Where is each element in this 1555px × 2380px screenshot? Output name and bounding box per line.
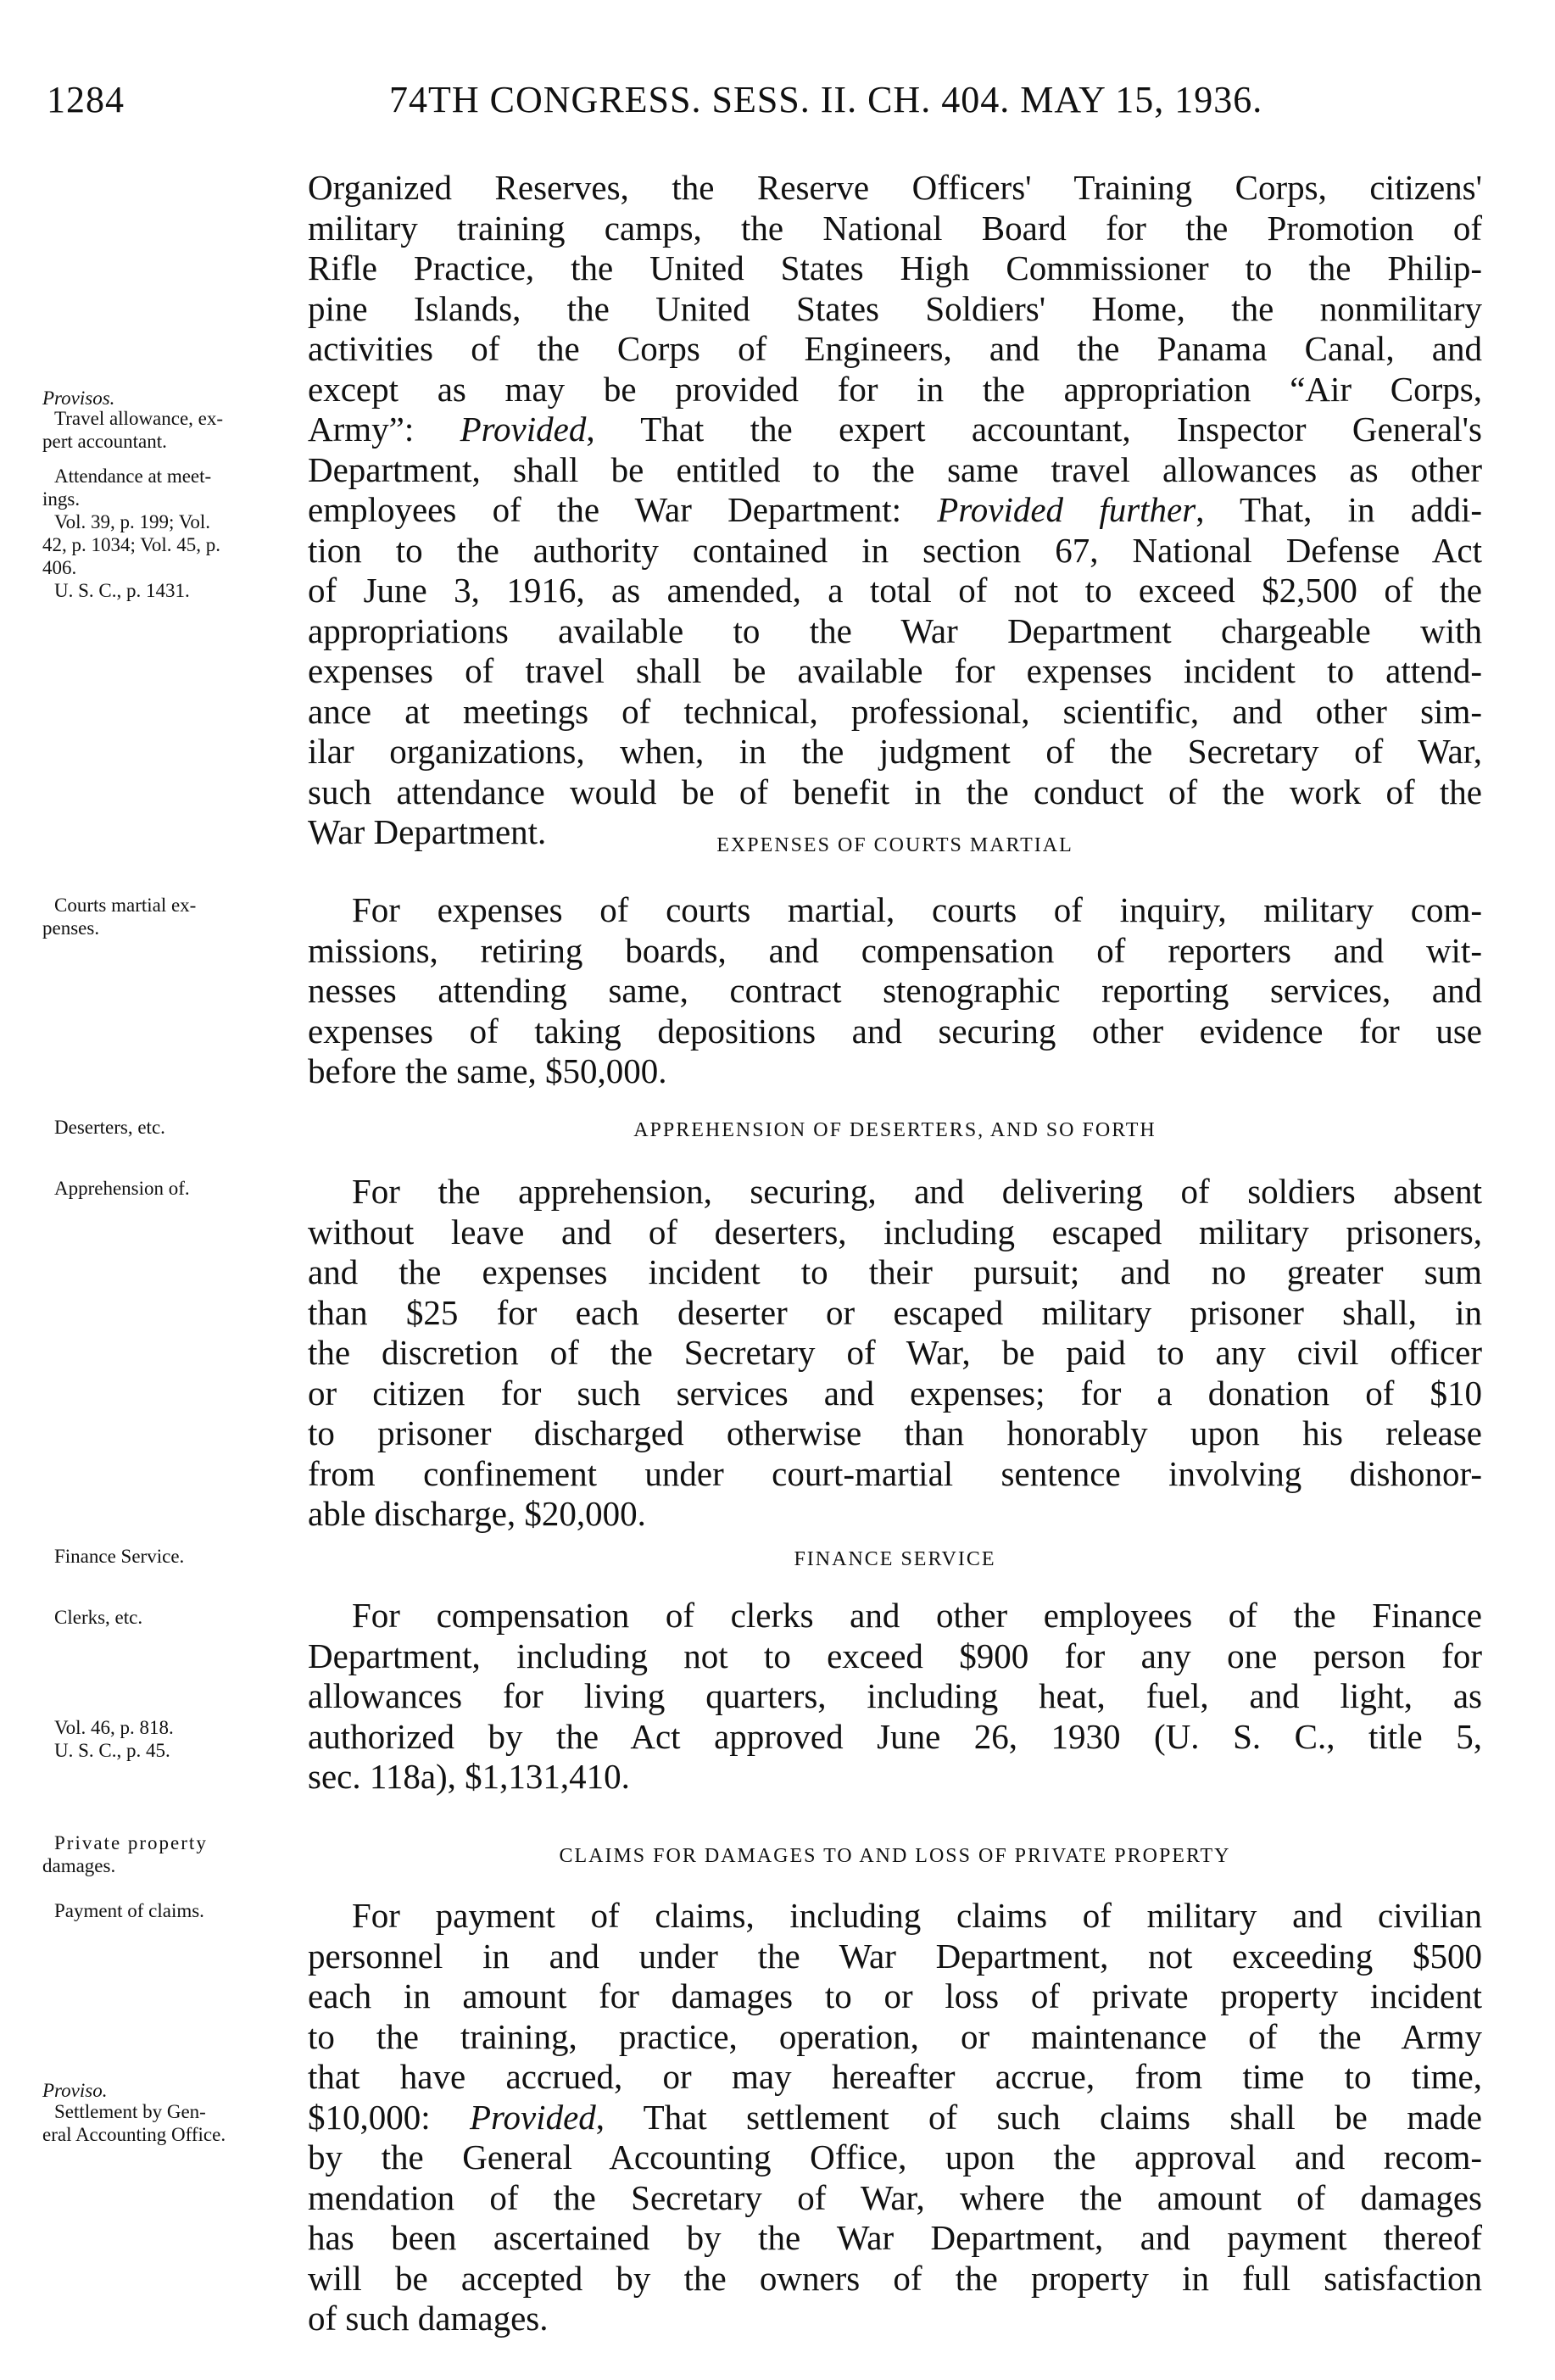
text-line bbox=[308, 490, 1482, 531]
text-run: , That the expert accountant, Inspector General's bbox=[586, 410, 1482, 449]
italic-provided-further: Provided further bbox=[937, 490, 1196, 529]
text-line: will be accepted by the owners of the property in full satisfaction bbox=[308, 2258, 1482, 2298]
text-line: the discretion of the Secretary of War, be paid to any civil officer bbox=[308, 1333, 1482, 1372]
section-heading-courts-martial: EXPENSES OF COURTS MARTIAL bbox=[716, 834, 1073, 856]
margin-note-line: Deserters, etc. bbox=[54, 1117, 165, 1138]
text-line: tion to the authority contained in section 67, National Defense Act bbox=[308, 530, 1482, 570]
text-line: mendation of the Secretary of War, where the amount of damages bbox=[308, 2177, 1482, 2217]
text-line: expenses of travel shall be available for expenses incident to attend- bbox=[308, 651, 1482, 690]
margin-note-line: ings. bbox=[42, 488, 81, 510]
margin-note-proviso bbox=[42, 2079, 314, 2102]
margin-note-line: pert accountant. bbox=[42, 431, 167, 452]
margin-note-travel bbox=[42, 407, 314, 453]
margin-note-line: Attendance at meet- bbox=[54, 465, 212, 487]
margin-note-line: penses. bbox=[42, 917, 100, 939]
margin-note-line: Courts martial ex- bbox=[54, 895, 197, 916]
margin-note-line: U. S. C., p. 1431. bbox=[54, 580, 190, 601]
text-line: has been ascertained by the War Department, and payment thereof bbox=[308, 2218, 1482, 2257]
courts-martial-paragraph bbox=[308, 890, 1482, 1092]
text-line: that have accrued, or may hereafter accrue, from time to time, bbox=[308, 2057, 1482, 2096]
text-run: Army”: bbox=[308, 410, 460, 449]
text-line: without leave and of deserters, including escaped military prisoners, bbox=[308, 1212, 1482, 1251]
margin-note-vol46 bbox=[42, 1716, 314, 1762]
text-run: , That settlement of such claims shall be made bbox=[595, 2097, 1482, 2137]
margin-note-line: U. S. C., p. 45. bbox=[54, 1740, 170, 1761]
text-line: For payment of claims, including claims of military and civilian bbox=[352, 1896, 1482, 1935]
text-line: and the expenses incident to their pursuit; and no greater sum bbox=[308, 1252, 1482, 1291]
text-line: missions, retiring boards, and compensation of reporters and wit- bbox=[308, 930, 1482, 970]
margin-note-settlement bbox=[42, 2100, 314, 2146]
margin-note-line: Finance Service. bbox=[54, 1546, 185, 1567]
text-line: expenses of taking depositions and securing other evidence for use bbox=[308, 1011, 1482, 1051]
text-line: allowances for living quarters, including heat, fuel, and light, as bbox=[308, 1676, 1482, 1715]
text-line: military training camps, the National Board for the Promotion of bbox=[308, 208, 1482, 248]
italic-provided: Provided bbox=[460, 410, 587, 449]
page-header bbox=[47, 78, 1505, 129]
margin-note-line: damages. bbox=[42, 1855, 116, 1876]
margin-note-provisos bbox=[42, 387, 314, 410]
margin-note-line: 42, p. 1034; Vol. 45, p. bbox=[42, 534, 221, 555]
margin-note-attendance bbox=[42, 465, 314, 602]
italic-provided: Provided bbox=[470, 2097, 596, 2137]
text-line: ilar organizations, when, in the judgment of the Secretary of War, bbox=[308, 732, 1482, 771]
text-line: ance at meetings of technical, professional, scientific, and other sim- bbox=[308, 691, 1482, 731]
margin-note-line: 406. bbox=[42, 557, 77, 578]
margin-note-line: Vol. 39, p. 199; Vol. bbox=[54, 511, 211, 532]
text-run: employees of the War Department: bbox=[308, 490, 938, 529]
text-line: Rifle Practice, the United States High Commissioner to the Philip- bbox=[308, 248, 1482, 287]
margin-note-finance bbox=[42, 1545, 314, 1568]
text-line: personnel in and under the War Department, not exceeding $500 bbox=[308, 1936, 1482, 1976]
margin-note-line: Settlement by Gen- bbox=[54, 2101, 206, 2122]
text-line: authorized by the Act approved June 26, 1930 (U. S. C., title 5, bbox=[308, 1716, 1482, 1756]
margin-note-line: Proviso. bbox=[42, 2080, 108, 2101]
finance-paragraph bbox=[308, 1596, 1482, 1798]
text-line: For compensation of clerks and other employees of the Finance bbox=[352, 1596, 1482, 1635]
margin-note-line: Provisos. bbox=[42, 387, 115, 409]
text-line: War Department. bbox=[308, 812, 547, 851]
page-number: 1284 bbox=[47, 79, 125, 120]
deserters-paragraph bbox=[308, 1172, 1482, 1535]
margin-note-line: Travel allowance, ex- bbox=[54, 408, 224, 429]
text-line: of such damages. bbox=[308, 2299, 549, 2338]
text-line: appropriations available to the War Department chargeable with bbox=[308, 610, 1482, 650]
section-heading-finance: FINANCE SERVICE bbox=[794, 1548, 996, 1570]
text-line bbox=[308, 410, 1482, 450]
text-line: to the training, practice, operation, or maintenance of the Army bbox=[308, 2016, 1482, 2056]
intro-paragraph bbox=[308, 168, 1482, 853]
text-line: by the General Accounting Office, upon the approval and recom- bbox=[308, 2138, 1482, 2177]
text-line: before the same, $50,000. bbox=[308, 1051, 667, 1090]
section-heading-deserters: APPREHENSION OF DESERTERS, AND SO FORTH bbox=[633, 1119, 1156, 1141]
section-heading-claims: CLAIMS FOR DAMAGES TO AND LOSS OF PRIVATE PROPERTY bbox=[559, 1845, 1231, 1867]
text-run: $10,000: bbox=[308, 2097, 470, 2137]
text-line: For expenses of courts martial, courts of inquiry, military com- bbox=[352, 890, 1482, 929]
margin-note-deserters bbox=[42, 1116, 314, 1139]
text-line: or citizen for such services and expenses; for a donation of $10 bbox=[308, 1373, 1482, 1413]
margin-note-clerks bbox=[42, 1606, 314, 1629]
text-line: to prisoner discharged otherwise than honorably upon his release bbox=[308, 1413, 1482, 1452]
running-title: 74TH CONGRESS. SESS. II. CH. 404. MAY 15, 1936. bbox=[389, 79, 1263, 120]
text-line bbox=[308, 2098, 1482, 2138]
text-line: Organized Reserves, the Reserve Officers' Training Corps, citizens' bbox=[308, 168, 1482, 207]
margin-note-line: Payment of claims. bbox=[54, 1900, 204, 1921]
text-line: except as may be provided for in the appropriation “Air Corps, bbox=[308, 369, 1482, 409]
text-line: sec. 118a), $1,131,410. bbox=[308, 1757, 630, 1796]
margin-note-line: Vol. 46, p. 818. bbox=[54, 1717, 174, 1738]
text-line: such attendance would be of benefit in the conduct of the work of the bbox=[308, 772, 1482, 811]
margin-note-line: Private property bbox=[54, 1832, 208, 1853]
margin-note-line: eral Accounting Office. bbox=[42, 2124, 226, 2145]
text-line: Department, shall be entitled to the same travel allowances as other bbox=[308, 449, 1482, 489]
margin-note-line: Clerks, etc. bbox=[54, 1607, 143, 1628]
text-line: from confinement under court-martial sentence involving dishonor- bbox=[308, 1453, 1482, 1493]
margin-note-courts bbox=[42, 894, 314, 939]
margin-note-line: Apprehension of. bbox=[54, 1178, 190, 1199]
text-line: able discharge, $20,000. bbox=[308, 1494, 646, 1533]
margin-note-private bbox=[42, 1831, 314, 1877]
margin-note-payment bbox=[42, 1899, 314, 1922]
text-line: Department, including not to exceed $900 for any one person for bbox=[308, 1636, 1482, 1675]
text-line: activities of the Corps of Engineers, and the Panama Canal, and bbox=[308, 329, 1482, 368]
text-line: pine Islands, the United States Soldiers' Home, the nonmilitary bbox=[308, 288, 1482, 328]
text-line: of June 3, 1916, as amended, a total of not to exceed $2,500 of the bbox=[308, 571, 1482, 610]
text-line: each in amount for damages to or loss of private property incident bbox=[308, 1976, 1482, 2015]
claims-paragraph bbox=[308, 1896, 1482, 2339]
text-run: , That, in addi- bbox=[1196, 490, 1483, 529]
margin-note-apprehension bbox=[42, 1177, 314, 1200]
text-line: nesses attending same, contract stenographic reporting services, and bbox=[308, 971, 1482, 1010]
text-line: than $25 for each deserter or escaped military prisoner shall, in bbox=[308, 1292, 1482, 1332]
text-line: For the apprehension, securing, and delivering of soldiers absent bbox=[352, 1172, 1482, 1211]
